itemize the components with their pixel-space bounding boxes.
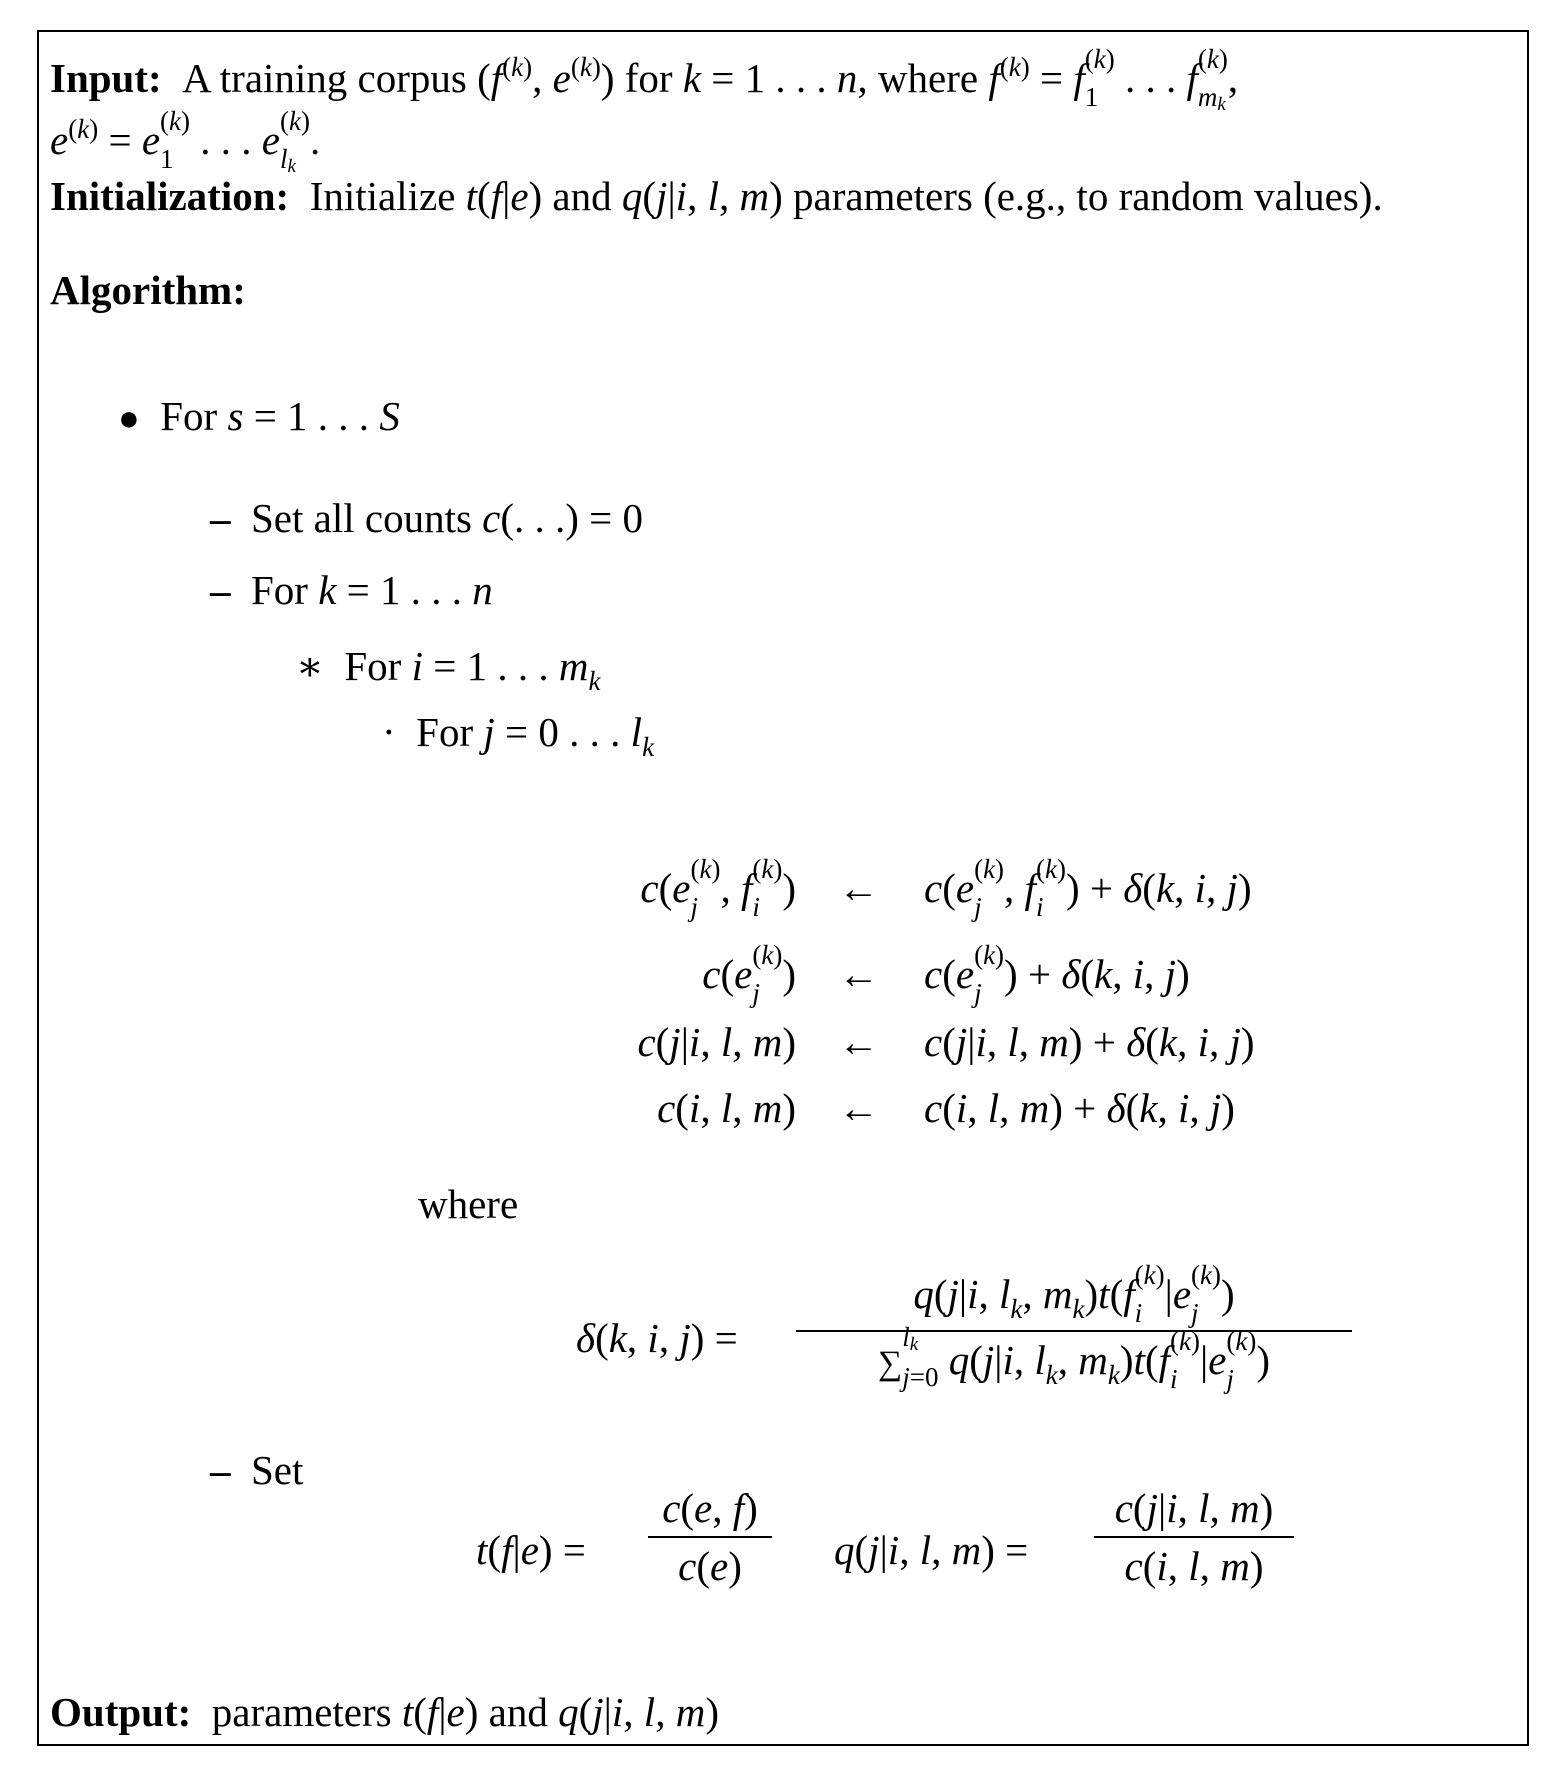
set-params <box>210 1446 303 1494</box>
update-lhs: c(e (k) j ) <box>702 940 796 1008</box>
update-rhs: c(e (k) j ) + δ(k, i, j) <box>924 940 1190 1008</box>
delta-denominator: ∑ $l_k$ j=0 q(j|i, $l_k$, $m_k)t(f$ (k) i |e (k) j ) <box>877 1322 1271 1394</box>
dot-bullet: · <box>382 709 396 755</box>
dash-bullet: – <box>210 567 231 613</box>
input-label: Input: <box>50 55 162 101</box>
delta-definition: δ(k, i, j) = <box>576 1315 738 1361</box>
input-line-1 <box>50 44 1239 115</box>
dash-bullet: – <box>210 495 231 541</box>
delta-fraction <box>796 1260 1352 1394</box>
loop-j: · For j = 0 . . . $l_k$ <box>382 709 655 762</box>
update-arrow: ← <box>838 865 879 911</box>
q-update-fraction <box>1094 1484 1294 1590</box>
t-numerator: c(e, f) <box>662 1485 758 1531</box>
bullet-dot: ● <box>118 398 140 438</box>
output-label: Output: <box>50 1689 192 1735</box>
loop-s: ● For s = 1 . . . S <box>118 393 400 439</box>
loop-k: – For k = 1 . . . n <box>210 567 493 613</box>
update-rhs: c(j|i, l, m) + δ(k, i, j) <box>924 1019 1255 1065</box>
update-lhs: c(e (k) j , f (k) i ) <box>640 854 796 922</box>
delta-numerator: q(j|i, $l_k$, $m_k)t(f$ (k) i |e (k) j ) <box>913 1260 1235 1328</box>
initialization-label: Initialization: <box>50 173 290 219</box>
algorithm-label: Algorithm: <box>50 267 246 313</box>
t-denominator: c(e) <box>678 1543 742 1589</box>
initialization-text: Initialize t(f|e) and q(j|i, l, m) parameters (e.g., to random values). <box>299 173 1383 219</box>
initialization-line <box>50 172 1383 220</box>
loop-i: ∗ For i = 1 . . . $m_k$ <box>296 643 601 696</box>
fraction-bar <box>796 1330 1352 1332</box>
update-arrow: ← <box>838 1019 879 1065</box>
star-bullet: ∗ <box>296 643 324 689</box>
where-text: where <box>418 1181 519 1227</box>
output-text: parameters t(f|e) and q(j|i, l, m) <box>201 1689 719 1735</box>
fraction-bar <box>648 1536 772 1538</box>
q-denominator: c(i, l, m) <box>1124 1543 1264 1589</box>
input-line-2 <box>50 106 321 177</box>
update-arrow: ← <box>838 1085 879 1131</box>
update-arrow: ← <box>838 951 879 997</box>
update-rhs: c(e (k) j , f (k) i ) + δ(k, i, j) <box>924 854 1252 922</box>
update-lhs: c(j|i, l, m) <box>637 1019 796 1065</box>
dash-bullet: – <box>210 1447 231 1493</box>
update-lhs: c(i, l, m) <box>657 1085 796 1131</box>
update-rhs: c(i, l, m) + δ(k, i, j) <box>924 1085 1235 1131</box>
q-update-lhs: q(j|i, l, m) = <box>834 1527 1029 1573</box>
t-update-lhs: t(f|e) = <box>476 1527 586 1573</box>
t-update-fraction <box>648 1484 772 1590</box>
fraction-bar <box>1094 1536 1294 1538</box>
input-math-1: A training corpus ($f^{(k)}$, $e^{(k)}$) for k = 1 . . . n, where $f^{(k)} = f$ (k) 1 . . . f (k) $m_k$ , <box>171 44 1239 115</box>
q-numerator: c(j|i, l, m) <box>1114 1485 1274 1531</box>
input-math-2: $e^{(k)} = e$ (k) 1 . . . e (k) $l_k$ . <box>50 106 321 177</box>
set-counts: – Set all counts c(. . .) = 0 <box>210 495 644 541</box>
set-label: Set <box>251 1447 304 1493</box>
output-line <box>50 1688 719 1736</box>
